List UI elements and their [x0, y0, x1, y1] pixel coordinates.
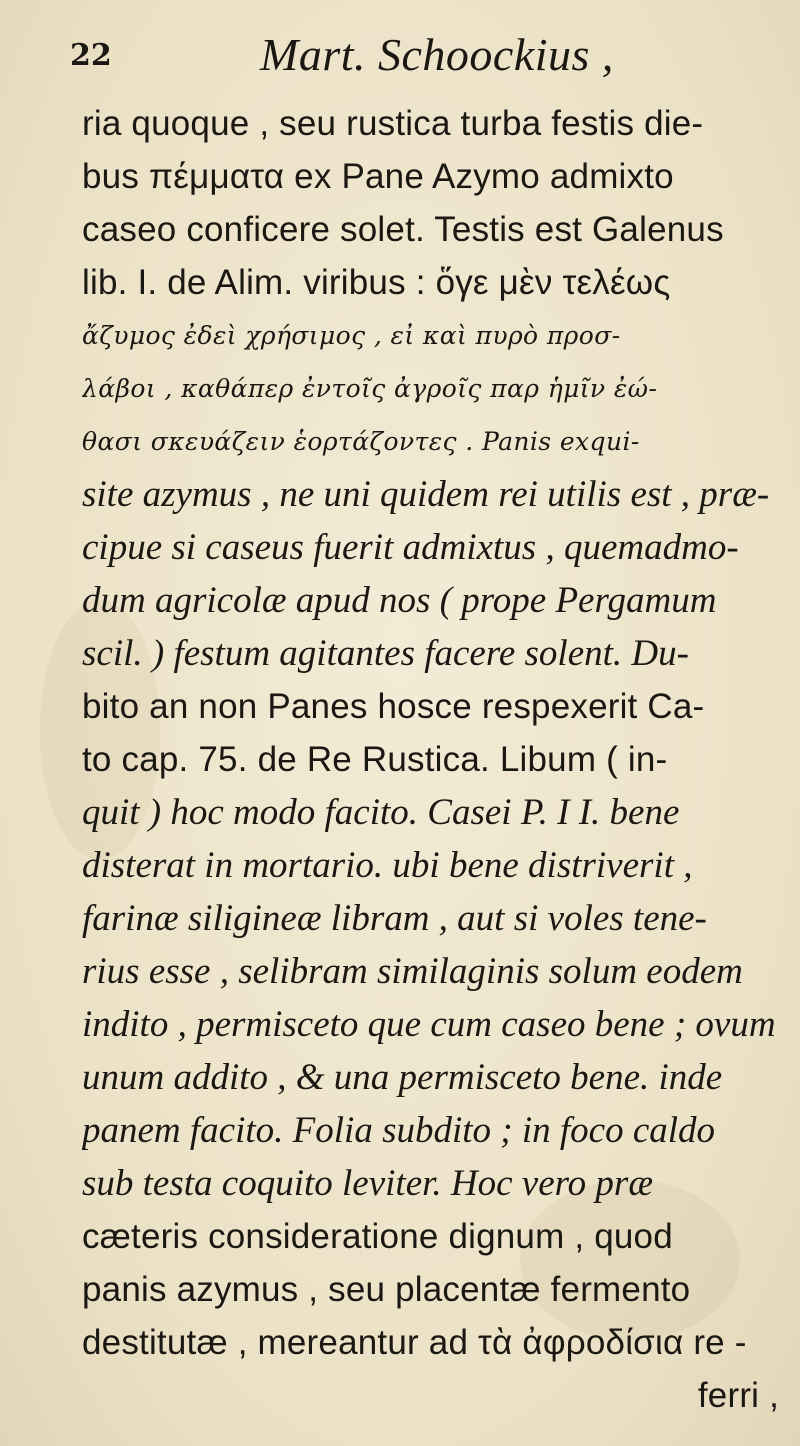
text-line-italic: rius esse , selibram similaginis solum eodem	[82, 951, 743, 992]
text-line: to cap. 75. de Re Rustica. Libum ( in-	[82, 740, 668, 779]
text-line-italic: unum addito , & una permisceto bene. inde	[82, 1057, 723, 1098]
text-line: caseo conficere solet. Testis est Galenus	[82, 210, 724, 249]
text-line-italic: disterat in mortario. ubi bene distriverit ,	[82, 845, 693, 886]
text-line-italic: cipue si caseus fuerit admixtus , quemadmo-	[82, 527, 739, 568]
text-line-greek: λάβοι , καθάπερ ἐντοῖς ἀγροῖς παρ ἡμῖν ἐώ-	[82, 374, 658, 403]
text-line: cæteris consideratione dignum , quod	[82, 1217, 673, 1256]
text-line-italic: site azymus , ne uni quidem rei utilis est , præ-	[82, 474, 770, 515]
text-line: ria quoque , seu rustica turba festis die-	[82, 104, 704, 143]
text-line-italic: scil. ) festum agitantes facere solent. Du-	[82, 633, 689, 674]
text-line-italic: farinæ siligineæ libram , aut si voles tene-	[82, 898, 707, 939]
catchword: ferri ,	[697, 1376, 779, 1415]
body-text	[82, 97, 787, 1422]
text-line-italic: indito , permisceto que cum caseo bene ; ovum	[82, 1004, 776, 1045]
text-line: destitutæ , mereantur ad τὰ ἀφροδίσια re -	[82, 1323, 747, 1362]
text-line-italic: panem facito. Folia subdito ; in foco caldo	[82, 1110, 716, 1151]
text-line-greek: ἄζυμος ἐδεὶ χρήσιμος , εἰ καὶ πυρὸ προσ-	[82, 321, 621, 350]
page-number: 22	[70, 38, 112, 73]
page-header	[70, 28, 770, 86]
text-line-italic: dum agricolæ apud nos ( prope Pergamum	[82, 580, 717, 621]
text-line: panis azymus , seu placentæ fermento	[82, 1270, 691, 1309]
text-line-greek: θασι σκευάζειν ἑορτάζοντες . Panis exqui-	[82, 427, 640, 456]
text-line-italic: quit ) hoc modo facito. Casei P. I I. bene	[82, 792, 680, 833]
text-line: lib. I. de Alim. viribus : ὅγε μὲν τελέως	[82, 263, 671, 302]
text-line-italic: sub testa coquito leviter. Hoc vero præ	[82, 1163, 654, 1204]
text-line: bus πέμματα ex Pane Azymo admixto	[82, 157, 674, 196]
text-line: bito an non Panes hosce respexerit Ca-	[82, 687, 705, 726]
running-head: Mart. Schoockius ,	[260, 29, 614, 80]
